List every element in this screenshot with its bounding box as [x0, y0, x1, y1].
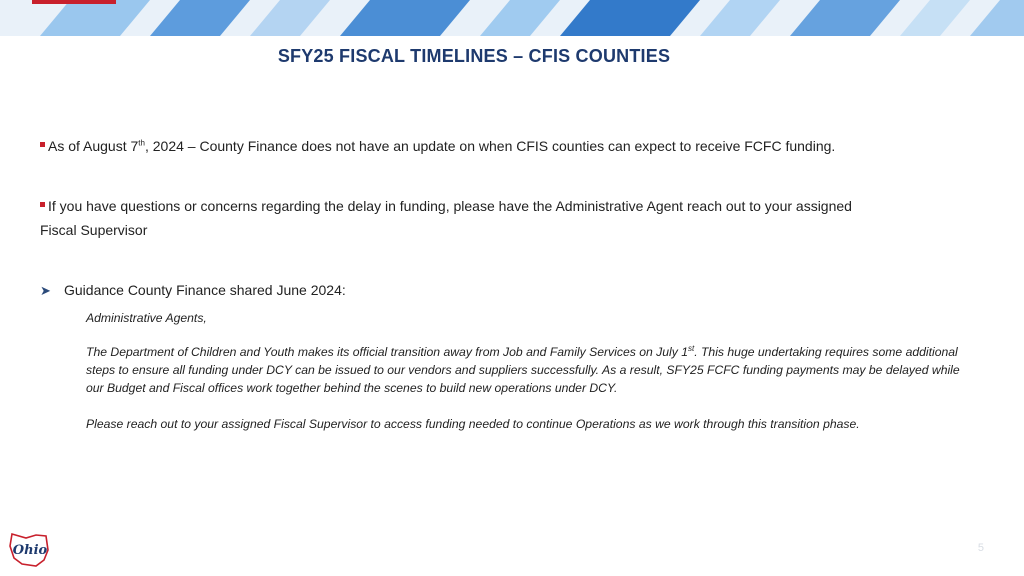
- bullet-questions-line2: Fiscal Supervisor: [40, 222, 148, 238]
- bullet-square-icon: [40, 202, 45, 207]
- guidance-para1-post: . This huge undertaking requires some additional steps to ensure all funding under DCY can be issued to our vendors and suppliers successfully. As a result, SFY25 FCFC funding payments may be delayed while our Budget and Fiscal offices work together behind the scenes to build new operations under DCY.: [86, 345, 960, 395]
- bullet-update-sup: th: [138, 138, 145, 148]
- guidance-para1-pre: The Department of Children and Youth makes its official transition away from Job and Family Services on July 1: [86, 345, 688, 359]
- slide-title: SFY25 FISCAL TIMELINES – CFIS COUNTIES: [277, 46, 671, 66]
- ohio-logo-icon: [6, 530, 54, 568]
- bullet-questions: [40, 194, 980, 242]
- bullet-update-pre: As of August 7: [48, 138, 139, 154]
- bullet-square-icon: [40, 142, 45, 147]
- page-number: 5: [977, 542, 984, 554]
- ohio-logo-text: Ohio: [12, 543, 48, 558]
- ohio-logo: [6, 530, 54, 568]
- guidance-heading-text: Guidance County Finance shared June 2024:: [64, 282, 346, 298]
- guidance-paragraph-2: Please reach out to your assigned Fiscal Supervisor to access funding needed to continue Operations as we work through this transition phase.: [86, 417, 860, 431]
- banner-stripes: [0, 0, 1024, 36]
- arrow-bullet-icon: ➤: [40, 283, 51, 298]
- bullet-update-post: , 2024 – County Finance does not have an update on when CFIS counties can expect to receive FCFC funding.: [144, 138, 836, 154]
- guidance-para1-sup: st: [687, 343, 695, 353]
- guidance-paragraph-1: [86, 343, 966, 397]
- bullet-questions-line1: If you have questions or concerns regarding the delay in funding, please have the Administrative Agent reach out to your assigned: [48, 198, 852, 214]
- red-accent-tab: [32, 0, 116, 4]
- guidance-salutation: Administrative Agents,: [86, 311, 207, 325]
- bullet-update: [40, 134, 980, 158]
- guidance-heading: [40, 278, 980, 303]
- header-banner: [0, 0, 1024, 36]
